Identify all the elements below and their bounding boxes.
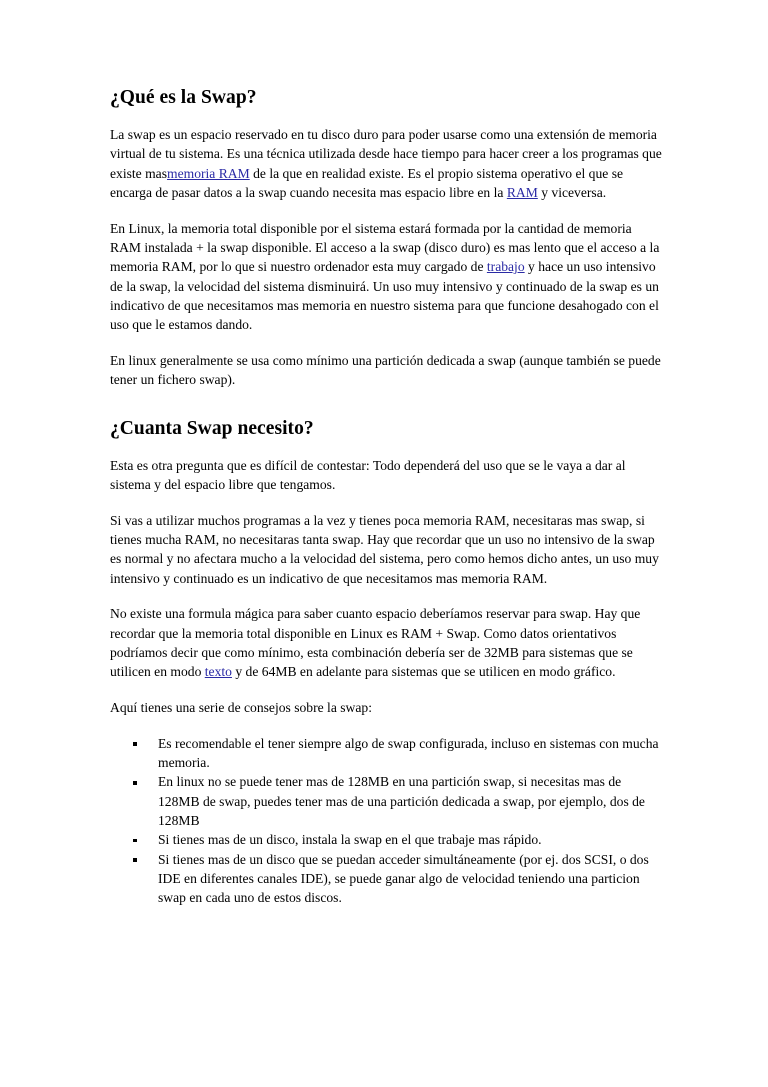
link-memoria-ram[interactable]: memoria RAM [167, 165, 250, 181]
list-item [110, 830, 662, 849]
section-title-how-much-swap: ¿Cuanta Swap necesito? [110, 417, 314, 439]
paragraph-text-run: No existe una formula mágica para saber cuanto espacio deberíamos reservar para swap. Hay que recordar que la memoria total disponible en Linux es RAM + Swap. Como datos orientativos podríamos decir que como mínimo, esta combinación debería ser de 32MB para sistemas que se utilicen en modo [110, 606, 641, 680]
list-item [110, 734, 662, 773]
document-body [110, 86, 662, 908]
list-item [110, 850, 662, 908]
list-item-text: En linux no se puede tener mas de 128MB en una partición swap, si necesitas mas de 128MB de swap, puedes tener mas de una partición dedicada a swap, por ejemplo, dos de 128MB [158, 774, 645, 829]
paragraph-text-run: y viceversa. [537, 184, 607, 200]
link-trabajo[interactable]: trabajo [486, 259, 525, 275]
advice-list-wrapper [110, 734, 662, 908]
paragraph-text-run: de la que en realidad existe. Es el propio sistema operativo el que se encarga de pasar datos a la swap cuando necesita mas espacio libre en la [110, 165, 624, 200]
bullet-square-icon [133, 858, 137, 862]
paragraph-what-is-swap-3 [110, 351, 662, 390]
list-item-text: Si tienes mas de un disco, instala la swap en el que trabaje mas rápido. [158, 832, 542, 848]
link-texto[interactable]: texto [204, 664, 232, 680]
page-title: ¿Qué es la Swap? [110, 87, 257, 108]
paragraph-text-run: Aquí tienes una serie de consejos sobre la swap: [110, 700, 372, 716]
paragraph-text-run: La swap es un espacio reservado en tu disco duro para poder usarse como una extensión de memoria virtual de tu sistema. Es una técnica utilizada desde hace tiempo para hacer creer a los programas que existe mas [110, 127, 662, 181]
paragraph-how-much-2 [110, 511, 662, 588]
advice-list [110, 734, 662, 908]
paragraph-text-run: Si vas a utilizar muchos programas a la vez y tienes poca memoria RAM, necesitaras mas swap, si tienes mucha RAM, no necesitaras tanta swap. Hay que recordar que un uso no intensivo de la swap es normal y no afectara mucho a la velocidad del sistema, pero como hemos dicho antes, un uso muy intensivo y continuado es un indicativo de que necesitamos mas memoria RAM. [110, 512, 659, 586]
paragraph-text-run: y de 64MB en adelante para sistemas que se utilicen en modo gráfico. [231, 664, 616, 680]
list-item-text: Si tienes mas de un disco que se puedan acceder simultáneamente (por ej. dos SCSI, o dos IDE en diferentes canales IDE), se puede ganar algo de velocidad teniendo una particion swap en cada uno de estos discos. [158, 851, 649, 906]
paragraph-how-much-1 [110, 456, 662, 495]
paragraph-text-run: Esta es otra pregunta que es difícil de contestar: Todo dependerá del uso que se le vaya a dar al sistema y del espacio libre que tengamos. [110, 457, 626, 492]
link-ram[interactable]: RAM [506, 184, 538, 200]
paragraph-how-much-3 [110, 604, 662, 681]
paragraph-text-run: En Linux, la memoria total disponible por el sistema estará formada por la cantidad de memoria RAM instalada + la swap disponible. El acceso a la swap (disco duro) es mas lento que el acceso a la memoria RAM, por lo que si nuestro ordenador esta muy cargado de [110, 220, 660, 275]
bullet-square-icon [133, 781, 137, 785]
bullet-square-icon [133, 839, 137, 843]
paragraph-what-is-swap-1 [110, 125, 662, 202]
paragraph-what-is-swap-2 [110, 219, 662, 335]
list-item [110, 772, 662, 830]
paragraph-text-run: y hace un uso intensivo de la swap, la velocidad del sistema disminuirá. Un uso muy intensivo y continuado de la swap es un indicativo de que necesitamos mas memoria en nuestro sistema para que funcione desahogado con el uso que le estamos dando. [110, 259, 659, 333]
bullet-square-icon [133, 742, 137, 746]
list-item-text: Es recomendable el tener siempre algo de swap configurada, incluso en sistemas con mucha memoria. [158, 735, 659, 771]
paragraph-text-run: En linux generalmente se usa como mínimo una partición dedicada a swap (aunque también se puede tener un fichero swap). [110, 352, 661, 388]
paragraph-advice-intro [110, 698, 662, 717]
